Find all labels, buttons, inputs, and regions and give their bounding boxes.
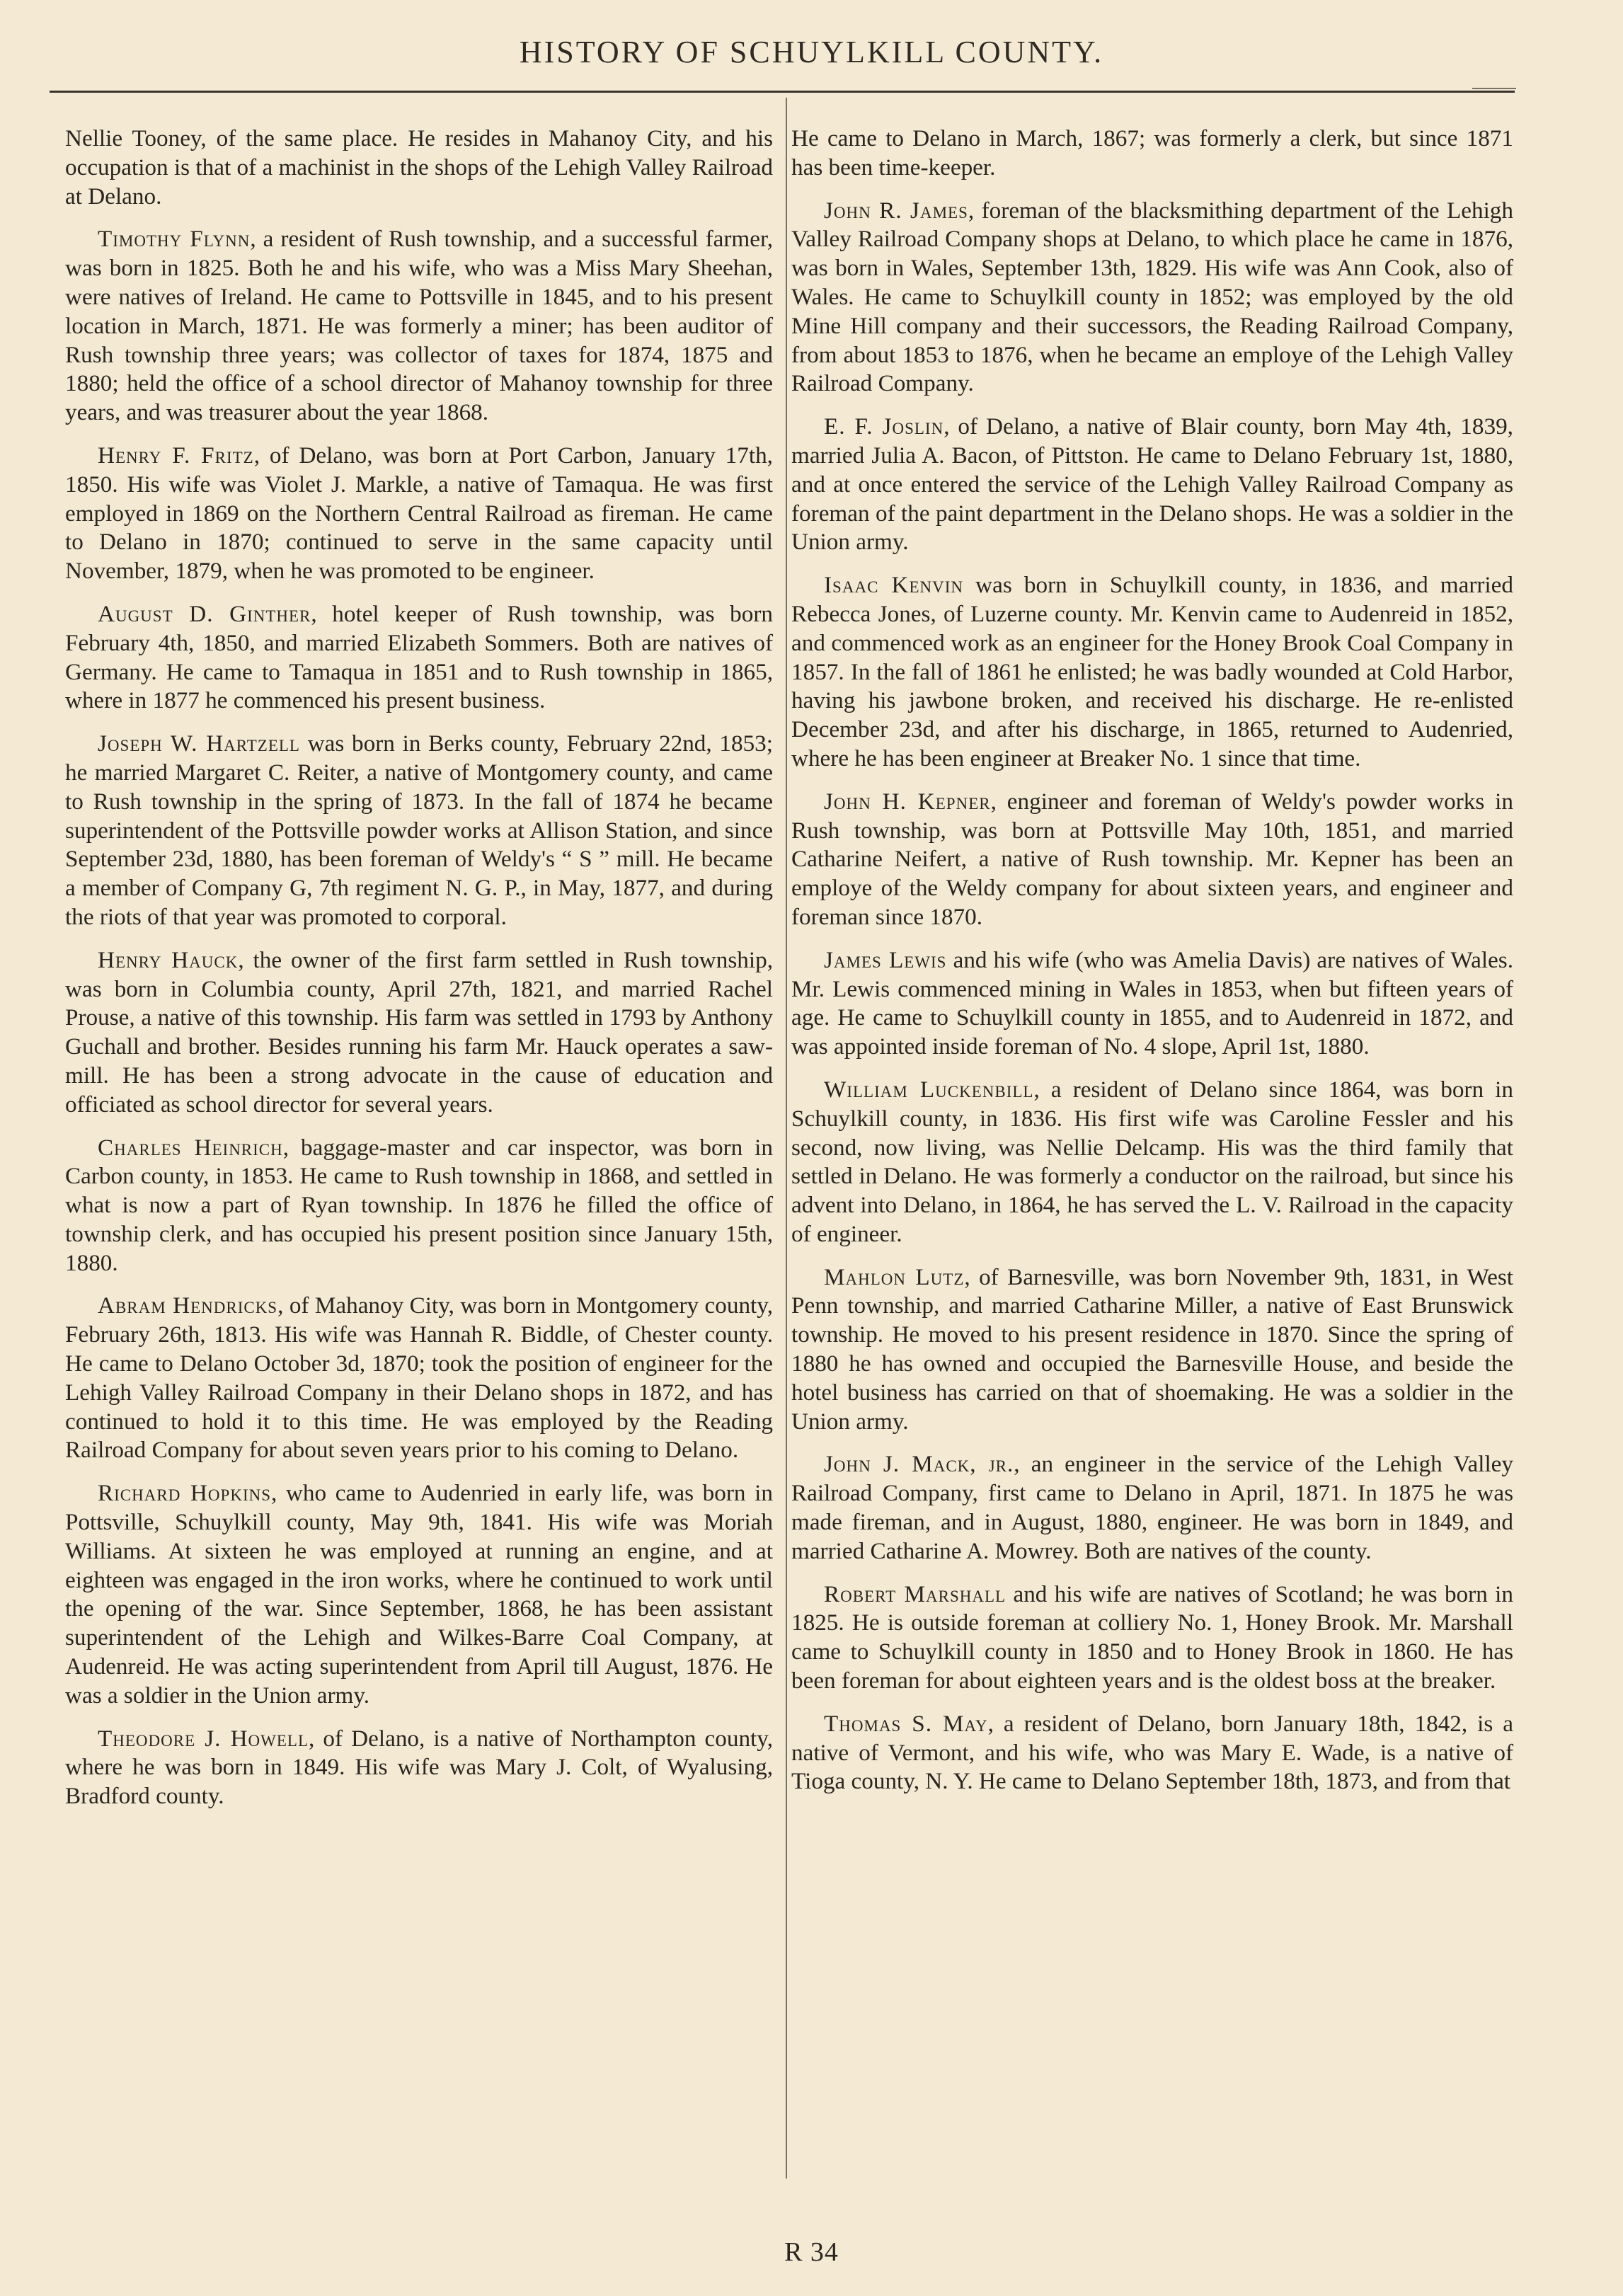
biography-text: , foreman of the blacksmithing department of the Lehigh Valley Railroad Company shops at Delano, to which place he came in 1876, was born in Wales, September 13th, 1829. His wife was Ann Cook, also of Wales. He came to Schuylkill county in 1852; was employed by the old Mine Hill company and their successors, the Reading Railroad Company, from about 1853 to 1876, when he became an employe of the Lehigh Valley Railroad Company.	[791, 197, 1513, 397]
biography-name: Isaac Kenvin	[824, 572, 964, 599]
biography-name: John J. Mack, jr.	[824, 1451, 1014, 1478]
biography-entry	[791, 788, 1513, 932]
biography-text: , who came to Audenried in early life, was born in Pottsville, Schuylkill county, May 9th, 1841. His wife was Moriah Williams. At sixteen he was employed at running an engine, and at eighteen was engaged in the iron works, where he continued to work until the opening of the war. Since September, 1868, he has been assistant superintendent of the Lehigh and Wilkes-Barre Coal Company, at Audenreid. He was acting superintendent from April till August, 1876. He was a soldier in the Union army.	[65, 1480, 773, 1709]
biography-entry	[791, 946, 1513, 1062]
biography-name: Henry Hauck	[98, 946, 239, 973]
biography-entry	[65, 225, 773, 427]
biography-text: , of Delano, was born at Port Carbon, January 17th, 1850. His wife was Violet J. Markle, a native of Tamaqua. He was first employed in 1869 on the Northern Central Railroad as fireman. He came to Delano in 1870; continued to serve in the same capacity until November, 1879, when he was promoted to be engineer.	[65, 442, 773, 585]
biography-text: , of Delano, a native of Blair county, born May 4th, 1839, married Julia A. Bacon, of Pittston. He came to Delano February 1st, 1880, and at once entered the service of the Lehigh Valley Railroad Company as foreman of the paint department in the Delano shops. He was a soldier in the Union army.	[791, 413, 1513, 556]
biography-entry	[65, 946, 773, 1120]
biography-text: , a resident of Rush township, and a successful farmer, was born in 1825. Both he and his wife, who was a Miss Mary Sheehan, were natives of Ireland. He came to Pottsville in 1845, and to his present location in March, 1871. He was formerly a miner; has been auditor of Rush township three years; was collector of taxes for 1874, 1875 and 1880; held the office of a school director of Mahanoy township for three years, and was treasurer about the year 1868.	[65, 226, 773, 426]
biography-name: Richard Hopkins	[98, 1480, 271, 1507]
biography-entry	[65, 1134, 773, 1278]
biography-name: Joseph W. Hartzell	[98, 730, 300, 757]
biography-name: Mahlon Lutz	[824, 1263, 965, 1290]
biography-name: Henry F. Fritz	[98, 442, 254, 469]
biography-text: , hotel keeper of Rush township, was born February 4th, 1850, and married Elizabeth Sommers. Both are natives of Germany. He came to Tamaqua in 1851 and to Rush township in 1865, where in 1877 he commenced his present business.	[65, 600, 773, 714]
biography-text: , an engineer in the service of the Lehigh Valley Railroad Company, first came to Delano in April, 1871. In 1875 he was made fireman, and in August, 1880, engineer. He was born in 1849, and married Catharine A. Mowrey. Both are natives of the county.	[791, 1451, 1513, 1564]
right-column	[791, 125, 1513, 1810]
header-rule-end	[1472, 88, 1516, 89]
biography-text: , a resident of Delano, born January 18th, 1842, is a native of Vermont, and his wife, who was Mary E. Wade, is a native of Tioga county, N. Y. He came to Delano September 18th, 1873, and from that	[791, 1710, 1513, 1795]
biography-name: James Lewis	[824, 946, 947, 973]
biography-text: He came to Delano in March, 1867; was formerly a clerk, but since 1871 has been time-keeper.	[791, 125, 1513, 180]
biography-entry	[65, 730, 773, 932]
biography-name: John H. Kepner	[824, 788, 991, 815]
biography-entry	[791, 1263, 1513, 1437]
biography-text: was born in Berks county, February 22nd, 1853; he married Margaret C. Reiter, a native of Montgomery county, and came to Rush township in the spring of 1873. In the fall of 1874 he became superintendent of the Pottsville powder works at Allison Station, and since September 23d, 1880, has been foreman of Weldy's “ S ” mill. He became a member of Company G, 7th regiment N. G. P., in May, 1877, and during the riots of that year was promoted to corporal.	[65, 730, 773, 930]
biography-name: Thomas S. May	[824, 1710, 988, 1737]
biography-text: and his wife are natives of Scotland; he was born in 1825. He is outside foreman at colliery No. 1, Honey Brook. Mr. Marshall came to Schuylkill county in 1850 and to Honey Brook in 1860. He has been foreman for about eighteen years and is the oldest boss at the breaker.	[791, 1580, 1513, 1694]
biography-entry	[65, 125, 773, 211]
biography-entry	[791, 1450, 1513, 1566]
biography-entry	[65, 1479, 773, 1710]
biography-text: Nellie Tooney, of the same place. He resides in Mahanoy City, and his occupation is that of a machinist in the shops of the Lehigh Valley Railroad at Delano.	[65, 125, 773, 209]
biography-name: August D. Ginther	[98, 600, 311, 627]
biography-entry	[65, 442, 773, 586]
biography-name: Robert Marshall	[824, 1580, 1007, 1607]
biography-name: Charles Heinrich	[98, 1134, 283, 1161]
biography-name: John R. James	[824, 197, 968, 224]
biography-entry	[791, 1076, 1513, 1249]
biography-text: , engineer and foreman of Weldy's powder works in Rush township, was born at Pottsville May 10th, 1851, and married Catharine Neifert, a native of Rush township. Mr. Kepner has been an employe of the Weldy company for about sixteen years, and engineer and foreman since 1870.	[791, 788, 1513, 930]
biography-text: , the owner of the first farm settled in Rush township, was born in Columbia county, April 27th, 1821, and married Rachel Prouse, a native of this township. His farm was settled in 1793 by Anthony Guchall and brother. Besides running his farm Mr. Hauck operates a saw-mill. He has been a strong advocate in the cause of education and officiated as school director for several years.	[65, 946, 773, 1118]
biography-name: E. F. Joslin	[824, 413, 944, 440]
header-rule	[50, 91, 1515, 93]
page-folio: R 34	[784, 2237, 839, 2267]
biography-entry	[65, 1725, 773, 1811]
biography-entry	[791, 1710, 1513, 1796]
biography-name: Theodore J. Howell	[98, 1725, 309, 1752]
biography-name: William Luckenbill	[824, 1076, 1034, 1103]
biography-entry	[65, 600, 773, 716]
biography-text: and his wife (who was Amelia Davis) are natives of Wales. Mr. Lewis commenced mining in Wales in 1853, when but fifteen years of age. He came to Schuylkill county in 1855, and to Audenreid in 1872, and was appointed inside foreman of No. 4 slope, April 1st, 1880.	[791, 946, 1513, 1060]
biography-text: , of Delano, is a native of Northampton county, where he was born in 1849. His wife was Mary J. Colt, of Wyalusing, Bradford county.	[65, 1725, 773, 1810]
biography-entry	[791, 125, 1513, 183]
column-divider	[786, 98, 787, 2179]
biography-text: , a resident of Delano since 1864, was born in Schuylkill county, in 1836. His first wife was Caroline Fessler and his second, now living, was Nellie Delcamp. His was the third family that settled in Delano. He was formerly a conductor on the railroad, but since his advent into Delano, in 1864, he has served the L. V. Railroad in the capacity of engineer.	[791, 1076, 1513, 1247]
biography-entry	[791, 1580, 1513, 1696]
biography-name: Timothy Flynn	[98, 226, 251, 253]
page-title: HISTORY OF SCHUYLKILL COUNTY.	[519, 35, 1104, 69]
biography-entry	[791, 413, 1513, 557]
biography-name: Abram Hendricks	[98, 1292, 278, 1319]
left-column	[65, 125, 773, 1825]
biography-text: , of Barnesville, was born November 9th, 1831, in West Penn township, and married Catharine Miller, a native of East Brunswick township. He moved to his present residence in 1870. Since the spring of 1880 he has owned and occupied the Barnesville House, and beside the hotel business has carried on that of shoemaking. He was a soldier in the Union army.	[791, 1263, 1514, 1435]
biography-entry	[791, 197, 1513, 399]
biography-text: , of Mahanoy City, was born in Montgomery county, February 26th, 1813. His wife was Hannah R. Biddle, of Chester county. He came to Delano October 3d, 1870; took the position of engineer for the Lehigh Valley Railroad Company in their Delano shops in 1872, and has continued to hold it to this time. He was employed by the Reading Railroad Company for about seven years prior to his coming to Delano.	[65, 1292, 774, 1464]
biography-text: was born in Schuylkill county, in 1836, and married Rebecca Jones, of Luzerne county. Mr. Kenvin came to Audenreid in 1852, and commenced work as an engineer for the Honey Brook Coal Company in 1857. In the fall of 1861 he enlisted; he was badly wounded at Cold Harbor, having his jawbone broken, and received his discharge. He re-enlisted December 23d, and after his discharge, in 1865, returned to Audenried, where he has been engineer at Breaker No. 1 since that time.	[791, 572, 1513, 771]
biography-entry	[791, 571, 1513, 774]
biography-text: , baggage-master and car inspector, was born in Carbon county, in 1853. He came to Rush township in 1868, and settled in what is now a part of Ryan township. In 1876 he filled the office of township clerk, and has occupied his present position since January 15th, 1880.	[65, 1134, 773, 1276]
biography-entry	[65, 1292, 773, 1465]
